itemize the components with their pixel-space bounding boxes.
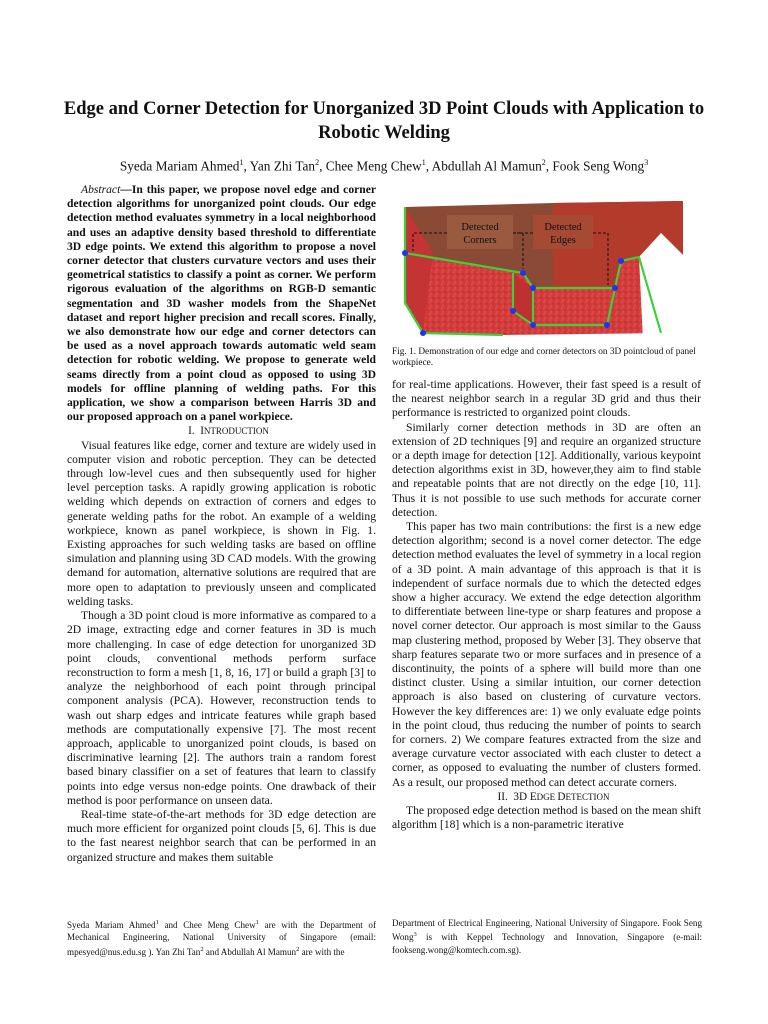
- footnote-text: are with the: [299, 946, 345, 957]
- author-affiliation: 1: [239, 158, 244, 167]
- section-title-rest: NTRODUCTION: [203, 426, 269, 437]
- footnote-sup: 2: [296, 945, 300, 953]
- right-column: [392, 378, 701, 833]
- author-affiliation: 2: [315, 158, 320, 167]
- footnote-affiliations-left: [67, 917, 376, 958]
- figure-1-caption: Fig. 1. Demonstration of our edge and corner detectors on 3D pointcloud of panel workpiece.: [392, 347, 696, 369]
- abstract-text: —In this paper, we propose novel edge and corner detection algorithms for unorganized point clouds. Our edge detection method evaluates symmetry in a local neighborhood and uses an adaptive density based threshold to differentiate 3D edge points. We extend this algorithm to propose a novel corner detector that clusters curvature vectors and uses their geometrical statistics to classify a point as corner. We perform rigorous evaluation of the algorithms on RGB-D semantic segmentation and 3D washer models from the ShapeNet dataset and report higher precision and recall scores. Finally, we also demonstrate how our edge and corner detectors can be used as a novel approach towards automatic weld seam detection for robotic welding. We propose to generate weld seams directly from a point cloud as opposed to using 3D models for offline planning of welding paths. For this application, we show a comparison between Harris 3D and our proposed approach on a panel workpiece.: [67, 183, 376, 424]
- section-number: I.: [188, 425, 195, 438]
- footnote-affiliations-right: [392, 917, 702, 956]
- intro-paragraph: Visual features like edge, corner and texture are widely used in computer vision and robotic perception. They can be detected through low-level cues and then subsequently used for higher level perception tasks. A rapidly growing application is robotic welding which depends on extraction of corners and edges to generate welding paths for the robot. An example of a welding workpiece, known as panel workpiece, is shown in Fig. 1. Existing approaches for such welding tasks are based on offline simulation and planning using 3D CAD models. With the growing demand for automation, alternative solutions are required that are more open to adaptation to previously unseen and complicated welding tasks.: [67, 438, 376, 608]
- section-number: II.: [497, 790, 508, 803]
- section-title-part: D: [557, 790, 566, 803]
- footnote-text: and Chee Meng Chew: [158, 920, 256, 931]
- label-edges-line1: Detected: [544, 222, 582, 233]
- footnote-text: Syeda Mariam Ahmed: [67, 920, 156, 931]
- author-name: Abdullah Al Mamun: [431, 158, 542, 174]
- footnote-text: Department of Electrical Engineering, National University of Singapore. Fook Seng Wong: [392, 918, 702, 943]
- section-title-part: DGE: [536, 791, 558, 802]
- left-column: [67, 183, 376, 865]
- section-title-part: ETECTION: [565, 791, 610, 802]
- body-paragraph: for real-time applications. However, their fast speed is a result of the nearest neighbor search in a regular 3D grid and thus their performance is restricted to organized point clouds.: [392, 378, 701, 420]
- author-name: Yan Zhi Tan: [249, 158, 316, 174]
- author-affiliation: 2: [541, 158, 546, 167]
- author-name: Fook Seng Wong: [552, 158, 645, 174]
- label-corners-line2: Corners: [463, 235, 497, 246]
- author-name: Syeda Mariam Ahmed: [119, 158, 240, 174]
- intro-paragraph: Though a 3D point cloud is more informative as compared to a 2D image, extracting edge and corner features in 3D is much more challenging. In case of edge detection for unorganized 3D point clouds, conventional methods perform surface reconstruction to form a mesh [1, 8, 16, 17] or build a graph [3] to analyze the neighborhood of each point through principal component analysis (PCA). However, reconstruction tends to wash out sharp edges and intricate features while graph based methods are computationally expensive [7]. The most recent approach, applicable to unorganized point clouds, is based on discriminative learning [2]. The authors train a random forest based binary classifier on a set of features that learn to classify points into edge versus non-edge points. One drawback of their method is poor performance on unseen data.: [67, 609, 376, 807]
- figure-1-pointcloud: [393, 193, 703, 341]
- intro-paragraph: Real-time state-of-the-art methods for 3D edge detection are much more efficient for organized point clouds [5, 6]. This is due to the fast nearest neighbor search that can be performed in an organized structure and makes them suitable: [67, 807, 376, 864]
- author-list: Syeda Mariam Ahmed$^1$, Yan Zhi Tan$^2$, Chee Meng Chew$^1$, Abdullah Al Mamun$^2$, Fook Seng Wong$^3$: [119, 158, 649, 174]
- body-paragraph: Similarly corner detection methods in 3D are often an extension of 2D techniques [9] and require an organized structure or a depth image for detection [12]. Additionally, various keypoint detection algorithms exist in 3D, however,they aim to find stable and repeatable points that are not directly on the edge [10, 11]. Thus it is not possible to use such methods for accurate corner detection.: [392, 420, 701, 519]
- label-corners-line1: Detected: [461, 222, 499, 233]
- section-title-initial: I: [200, 425, 204, 438]
- footnote-text: are with the Department of Mechanical Engineering, National University of Singapore (email: mpesyed@nus.edu.sg ). Yan Zhi Tan: [67, 920, 377, 957]
- footnote-sup: 1: [155, 919, 159, 926]
- body-paragraph: This paper has two main contributions: the first is a new edge detection algorithm; second is a novel corner detector. The edge detection method evaluates the level of symmetry in a local region of a 3D point. A main advantage of this approach is that it is independent of surface normals due to which the detected edges show a higher accuracy. We extend the edge detection algorithm to differentiate between line-type or sharp features and propose a novel corner detector. Our approach is most similar to the Gauss map clustering method, proposed by Weber [3]. They observe that sharp features separate two or more surfaces and in presence of a discontinuity, the points of a sphere will build more than one distinct cluster. Using a similar intuition, our corner detection approach is also based on clustering of curvature vectors. However the key differences are: 1) we only evaluate edge points in the point cloud, thus reducing the number of points to search for corners. 2) We compare features extracted from the size and average curvature vector associated with each cluster to detect a corner, as opposed to evaluating the number of clusters formed. As a result, our proposed method can detect accurate corners.: [392, 520, 701, 789]
- abstract-label: Abstract: [81, 183, 121, 196]
- section-heading-introduction: [67, 424, 376, 438]
- section-title-part: 3D E: [513, 790, 537, 803]
- footnote-text: and Abdullah Al Mamun: [203, 946, 297, 957]
- abstract: [67, 183, 376, 424]
- label-edges-line2: Edges: [550, 235, 576, 246]
- footnote-sup: 3: [413, 931, 417, 939]
- paper-title: Edge and Corner Detection for Unorganized 3D Point Clouds with Application to Robotic Welding: [63, 99, 705, 143]
- footnote-sup: 1: [255, 919, 259, 926]
- body-paragraph: The proposed edge detection method is based on the mean shift algorithm [18] which is a non-parametric iterative: [392, 804, 701, 832]
- author-name: Chee Meng Chew: [325, 158, 422, 174]
- author-affiliation: 3: [644, 158, 649, 167]
- footnote-text: is with Keppel Technology and Innovation, Singapore (e-mail: fookseng.wong@komtech.com.sg).: [392, 932, 702, 955]
- author-affiliation: 1: [421, 158, 426, 167]
- footnote-sup: 2: [200, 945, 204, 953]
- pointcloud-image: [393, 193, 703, 341]
- section-heading-edge-detection: [392, 790, 701, 804]
